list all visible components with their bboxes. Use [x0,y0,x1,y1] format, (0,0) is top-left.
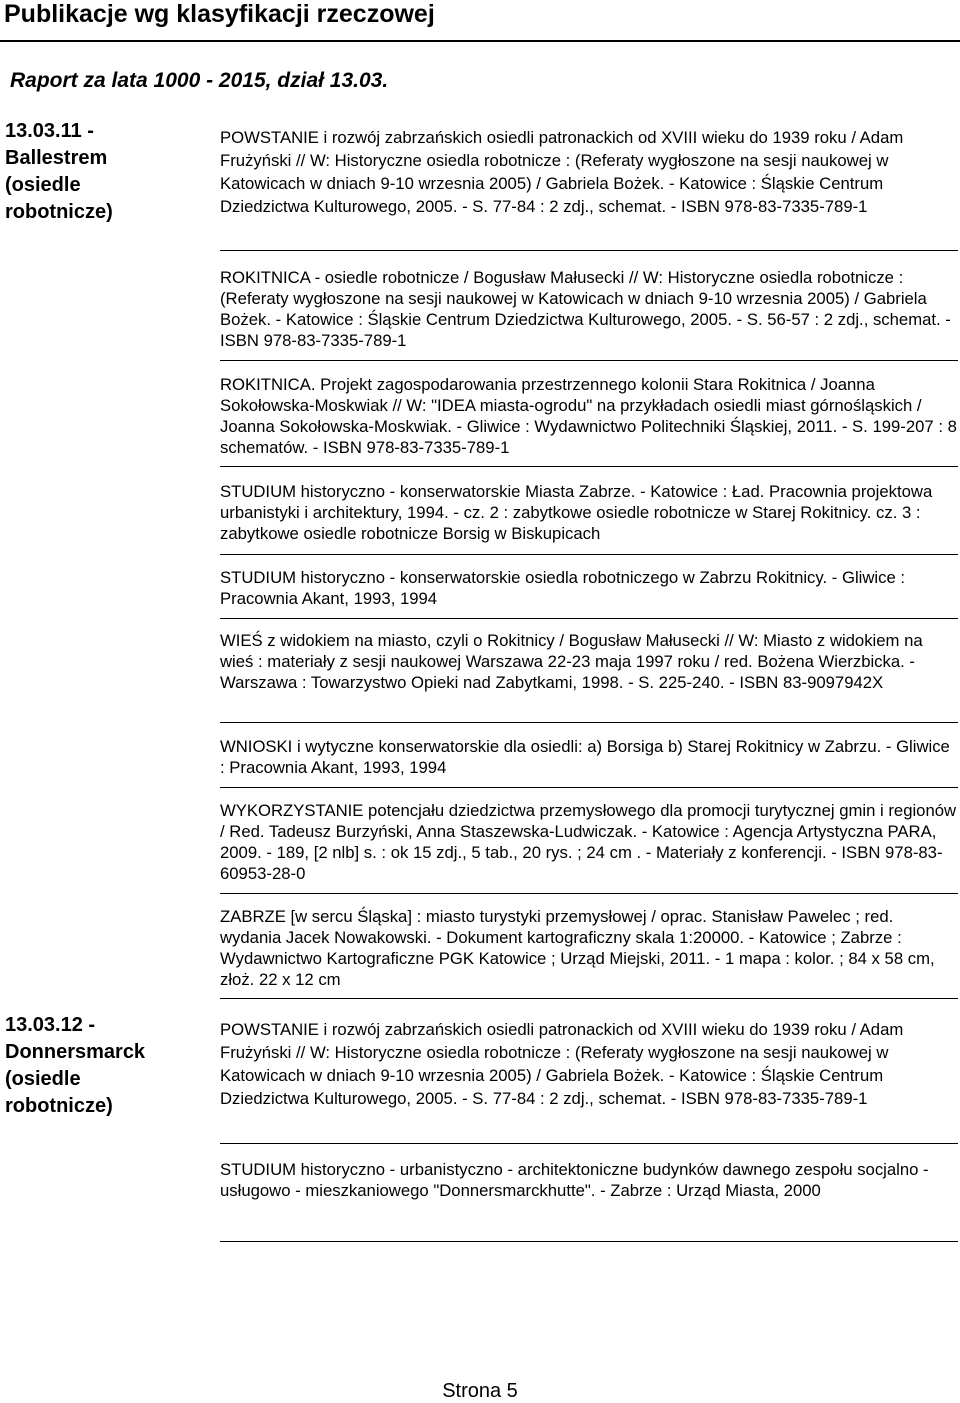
bibliography-entry: WIEŚ z widokiem na miasto, czyli o Rokitnicy / Bogusław Małusecki // W: Miasto z widokiem na wieś : materiały z sesji naukowej Warszawa 22-23 maja 1997 roku / red. Bożena Wierzbicka. - Warszawa : Towarzystwo Opieki nad Zabytkami, 1998. - S. 225-240. - ISBN 83-9097942X [220,631,923,692]
bibliography-entry: STUDIUM historyczno - konserwatorskie osiedla robotniczego w Zabrzu Rokitnicy. - Gliwice : Pracownia Akant, 1993, 1994 [220,568,906,608]
bibliography-entry: STUDIUM historyczno - urbanistyczno - architektoniczne budynków dawnego zespołu socjalno - usługowo - mieszkaniowego "Donnersmarckhutte". - Zabrze : Urząd Miasta, 2000 [220,1160,929,1200]
entry-divider [220,1143,958,1144]
bibliography-entry: POWSTANIE i rozwój zabrzańskich osiedli patronackich od XVIII wieku do 1939 roku / Adam Frużyński // W: Historyczne osiedla robotnicze : (Referaty wygłoszone na sesji naukowej w Katowicach w dniach 9-10 wrzesnia 2005) / Gabriela Bożek. - Katowice : Śląskie Centrum Dziedzictwa Kulturowego, 2005. - S. 77-84 : 2 zdj., schemat. - ISBN 978-83-7335-789-1 [220,128,904,216]
section-label-line: Ballestrem [5,147,108,169]
section-label-line: 13.03.12 - [5,1014,96,1036]
section-label-line: (osiedle [5,1068,81,1090]
bibliography-entry: ZABRZE [w sercu Śląska] : miasto turystyki przemysłowej / oprac. Stanisław Pawelec ; red. wydania Jacek Nowakowski. - Dokument kartograficzny skala 1:20000. - Katowice ; Zabrze : Wydawnictwo Kartograficzne PGK Katowice ; Urząd Miejski, 2011. - 1 mapa : kolor. ; 84 x 58 cm, złoż. 22 x 12 cm [220,907,935,989]
section-label-line: 13.03.11 - [5,120,94,142]
bibliography-entry: ROKITNICA. Projekt zagospodarowania przestrzennego kolonii Stara Rokitnica / Joanna Sokołowska-Moskwiak // W: "IDEA miasta-ogrodu" na przykładach osiedli miast górnośląskich / Joanna Sokołowska-Moskwiak. - Gliwice : Wydawnictwo Politechniki Śląskiej, 2011. - S. 199-207 : 8 schematów. - ISBN 978-83-7335-789-1 [220,375,957,457]
section-label-line: (osiedle [5,174,81,196]
title-divider [0,40,960,42]
bibliography-entry: STUDIUM historyczno - konserwatorskie Miasta Zabrze. - Katowice : Ład. Pracownia projektowa urbanistyki i architektury, 1994. - cz. 2 : zabytkowe osiedle robotnicze w Starej Rokitnicy. cz. 3 : zabytkowe osiedle robotnicze Borsig w Biskupicach [220,482,933,543]
entry-divider [220,360,958,361]
entry-divider [220,1241,958,1242]
entry-divider [220,618,958,619]
section-label-line: robotnicze) [5,201,113,223]
bibliography-entry: WYKORZYSTANIE potencjału dziedzictwa przemysłowego dla promocji turytycznej gmin i regionów / Red. Tadeusz Burzyński, Anna Staszewska-Ludwiczak. - Katowice : Agencja Artystyczna PARA, 2009. - 189, [2 nlb] s. : ok 15 zdj., 5 tab., 20 rys. ; 24 cm . - Materiały z konferencji. - ISBN 978-83-60953-28-0 [220,801,957,883]
report-subtitle: Raport za lata 1000 - 2015, dział 13.03. [10,69,389,92]
bibliography-entry: ROKITNICA - osiedle robotnicze / Bogusław Małusecki // W: Historyczne osiedla robotnicze : (Referaty wygłoszone na sesji naukowej w Katowicach w dniach 9-10 wrzesnia 2005) / Gabriela Bożek. - Katowice : Śląskie Centrum Dziedzictwa Kulturowego, 2005. - S. 56-57 : 2 zdj., schemat. - ISBN 978-83-7335-789-1 [220,268,951,350]
entry-divider [220,250,958,251]
section-label-ballestrem [5,118,210,226]
entry-divider [220,787,958,788]
section-label-line: robotnicze) [5,1095,113,1117]
page-title: Publikacje wg klasyfikacji rzeczowej [4,0,435,28]
bibliography-entry: POWSTANIE i rozwój zabrzańskich osiedli patronackich od XVIII wieku do 1939 roku / Adam Frużyński // W: Historyczne osiedla robotnicze : (Referaty wygłoszone na sesji naukowej w Katowicach w dniach 9-10 wrzesnia 2005) / Gabriela Bożek. - Katowice : Śląskie Centrum Dziedzictwa Kulturowego, 2005. - S. 77-84 : 2 zdj., schemat. - ISBN 978-83-7335-789-1 [220,1020,904,1108]
entry-divider [220,554,958,555]
entry-divider [220,466,958,467]
page-footer: Strona 5 [442,1380,518,1402]
section-label-donnersmarck [5,1012,210,1120]
bibliography-entry: WNIOSKI i wytyczne konserwatorskie dla osiedli: a) Borsiga b) Starej Rokitnicy w Zabrzu. - Gliwice : Pracownia Akant, 1993, 1994 [220,737,950,777]
entry-divider [220,722,958,723]
section-label-line: Donnersmarck [5,1041,146,1063]
entry-divider [220,998,958,999]
entry-divider [220,893,958,894]
